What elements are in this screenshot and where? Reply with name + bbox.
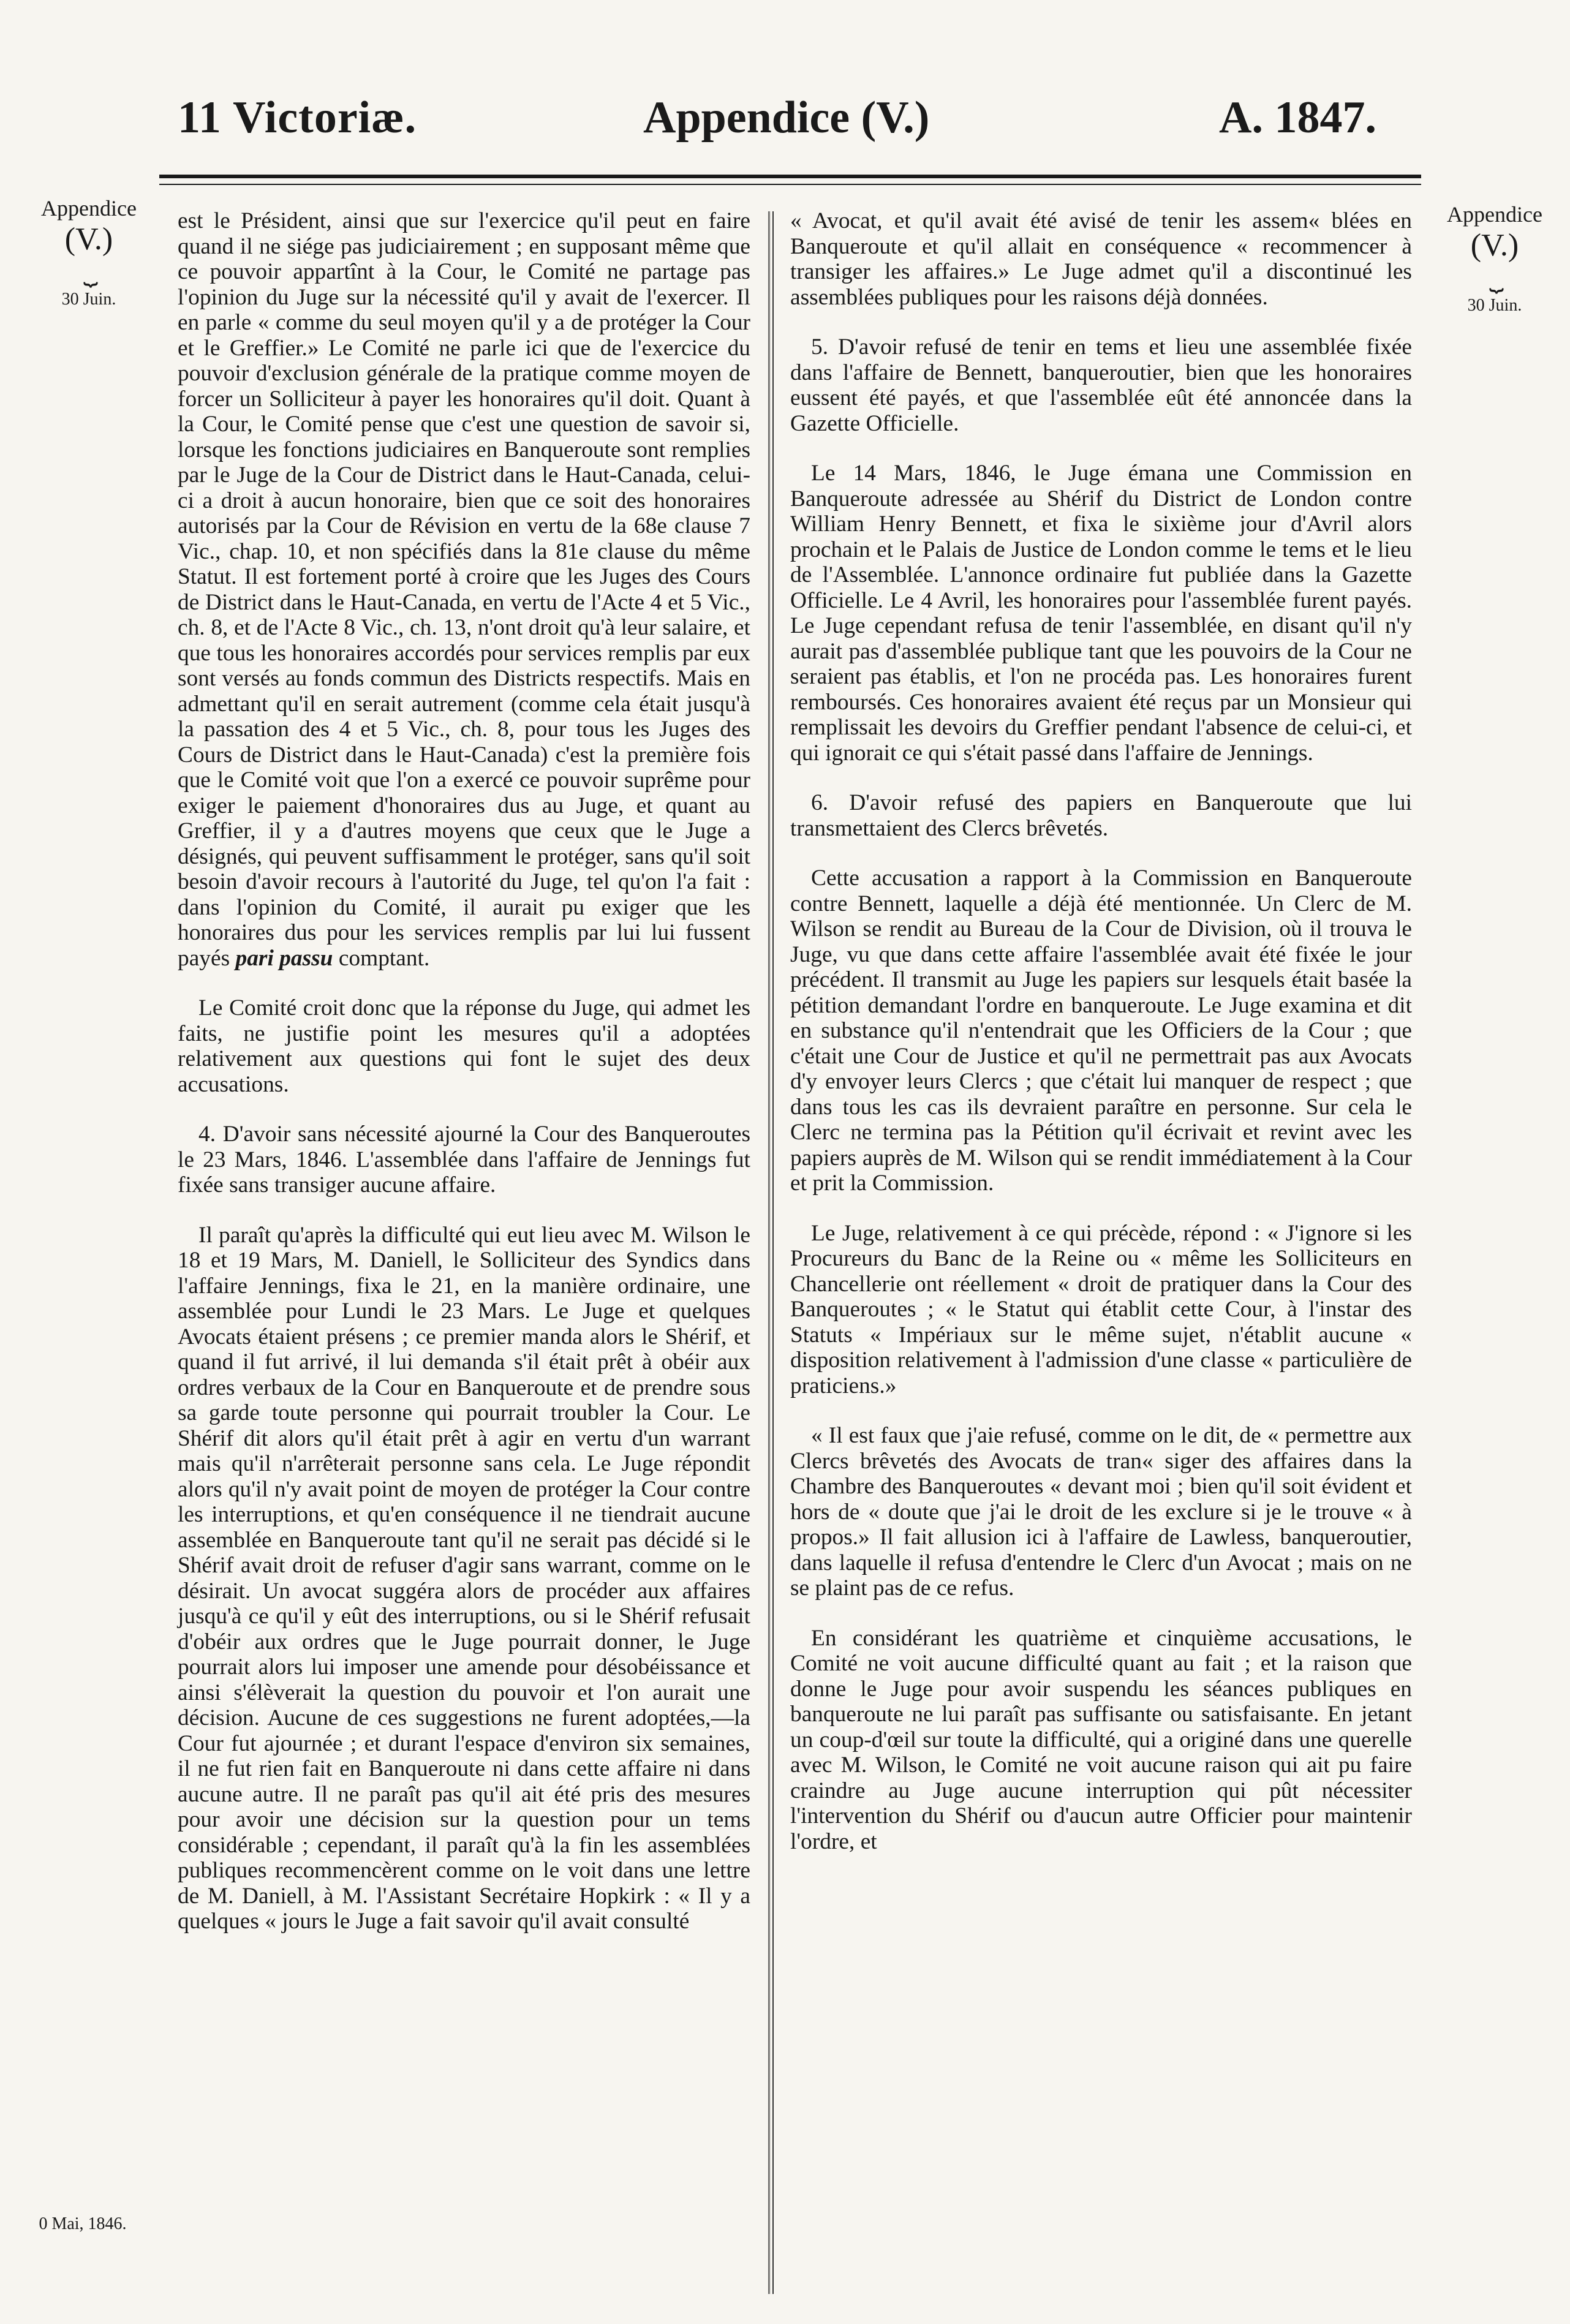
left-paragraph-1-text: est le Président, ainsi que sur l'exercice qu'il peut en faire quand il ne siége pas judiciairement ; en supposant même que ce pouvoir appartînt à la Cour, le Comité ne partage pas l'opinion du Juge sur la nécessité qu'il y avait de l'exercer. Il en parle « comme du seul moyen qu'il y a de protéger la Cour et le Greffier.» Le Comité ne parle ici que de l'exercice du pouvoir d'exclusion générale de la pratique comme moyen de forcer un Solliciteur à payer les honoraires qu'il doit. Quant à la Cour, le Comité pense que c'est une question de savoir si, lorsque les fonctions judiciaires en Banqueroute sont remplies par le Juge de la Cour de District dans le Haut-Canada, celui-ci a droit à aucun honoraire, bien que ce soit des honoraires autorisés par la Cour de Révision en vertu de la 68e clause 7 Vic., chap. 10, et non spécifiés dans la 81e clause du même Statut. Il est fortement porté à croire que les Juges des Cours de District dans le Haut-Canada, en vertu de l'Acte 4 et 5 Vic., ch. 8, et de l'Acte 8 Vic., ch. 13, n'ont droit qu'à leur salaire, et que tous les honoraires accordés pour services remplis par eux sont versés au fonds commun des Districts respectifs. Mais en admettant qu'il en serait autrement (comme cela était jusqu'à la passation des 4 et 5 Vic., ch. 8, pour tous les Juges des Cours de District dans le Haut-Canada) c'est la première fois que le Comité voit que l'on a exercé ce pouvoir suprême pour exiger le paiement d'honoraires dus au Juge, et quant au Greffier, il y a d'autres moyens que ceux que le Juge a désignés, qui peuvent suffisamment le protéger, sans qu'il soit besoin d'avoir recours à l'autorité du Juge, tel qu'on l'a fait : dans l'opinion du Comité, il aurait pu exiger que les honoraires dus pour les services remplis par lui lui fussent payés bbox=[178, 208, 750, 971]
right-margin-title: Appendice bbox=[1447, 202, 1542, 227]
header-rule-thin bbox=[159, 184, 1421, 185]
right-paragraph-8: En considérant les quatrième et cinquième accusations, le Comité ne voit aucune difficulté quant au fait ; et la raison que donne le Juge pour avoir suspendu les séances publiques en banqueroute ne lui paraît pas suffisante ou satisfaisante. En jetant un coup-d'œil sur toute la difficulté, qui a originé dans une querelle avec M. Wilson, le Comité ne voit aucune raison qui ait pu faire craindre au Juge aucune interruption qui pût nécessiter l'intervention du Shérif ou d'aucun autre Officier pour maintenir l'ordre, et bbox=[790, 1625, 1412, 1854]
left-margin-date-2: 0 Mai, 1846. bbox=[39, 2214, 127, 2233]
right-paragraph-7: « Il est faux que j'aie refusé, comme on le dit, de « permettre aux Clercs brêvetés des Avocats de tran« siger des affaires dans la Chambre des Banqueroutes « devant moi ; bien qu'il soit évident et hors de « doute que j'ai le droit de les exclure si je le trouve « à propos.» Il fait allusion ici à l'affaire de Lawless, banqueroutier, dans laquelle il refusa d'entendre le Clerc d'un Avocat ; mais on ne se plaint pas de ce refus. bbox=[790, 1423, 1412, 1601]
column-divider bbox=[768, 211, 774, 2294]
left-margin-date: 30 Juin. bbox=[61, 290, 116, 309]
left-italic-phrase: pari passu bbox=[235, 945, 333, 971]
left-paragraph-1-end: comptant. bbox=[338, 945, 430, 971]
right-margin-note bbox=[1433, 202, 1556, 315]
header-appendix-title: Appendice (V.) bbox=[643, 92, 930, 143]
header-regnal-year: 11 Victoriæ. bbox=[178, 92, 417, 143]
right-paragraph-3: Le 14 Mars, 1846, le Juge émana une Commission en Banqueroute adressée au Shérif du District de London contre William Henry Bennett, et fixa le sixième jour d'Avril alors prochain et le Palais de Justice de London comme le tems et le lieu de l'Assemblée. L'annonce ordinaire fut publiée dans la Gazette Officielle. Le 4 Avril, les honoraires pour l'assemblée furent payés. Le Juge cependant refusa de tenir l'assemblée, en disant qu'il n'y aurait pas d'assemblée publique tant que les pouvoirs de la Cour ne seraient pas établis, et l'on ne procéda pas. Les honoraires furent remboursés. Ces honoraires avaient été reçus par un Monsieur qui remplissait les devoirs du Greffier pendant l'absence de celui-ci, et qui ignorait ce qui s'était passé dans l'affaire de Jennings. bbox=[790, 461, 1412, 766]
left-margin-brace: ⏟ bbox=[83, 258, 94, 286]
right-paragraph-4: 6. D'avoir refusé des papiers en Banqueroute que lui transmettaient des Clercs brêvetés. bbox=[790, 790, 1412, 841]
left-paragraph-3: 4. D'avoir sans nécessité ajourné la Cour des Banqueroutes le 23 Mars, 1846. L'assemblée dans l'affaire de Jennings fut fixée sans transiger aucune affaire. bbox=[178, 1122, 750, 1198]
right-paragraph-6: Le Juge, relativement à ce qui précède, répond : « J'ignore si les Procureurs du Banc de la Reine ou « même les Solliciteurs en Chancellerie ont réellement « droit de pratiquer dans la Cour des Banqueroutes ; « le Statut qui établit cette Cour, à l'instar des Statuts « Impériaux sur le même sujet, n'établit aucune « disposition relativement à l'admission d'une classe « particulière de praticiens.» bbox=[790, 1220, 1412, 1398]
left-margin-title: Appendice bbox=[41, 196, 137, 221]
right-paragraph-1: « Avocat, et qu'il avait été avisé de tenir les assem« blées en Banqueroute et qu'il allait en conséquence « recommencer à transiger les affaires.» Le Juge admet qu'il a discontinué les assemblées publiques pour les raisons déjà données. bbox=[790, 208, 1412, 310]
left-margin-note bbox=[31, 196, 147, 309]
right-margin-brace: ⏟ bbox=[1489, 264, 1500, 292]
left-paragraph-4: Il paraît qu'après la difficulté qui eut lieu avec M. Wilson le 18 et 19 Mars, M. Daniell, le Solliciteur des Syndics dans l'affaire Jennings, fixa le 21, en la manière ordinaire, une assemblée pour Lundi le 23 Mars. Le Juge et quelques Avocats étaient présens ; ce premier manda alors le Shérif, et quand il fut arrivé, il lui demanda s'il était prêt à obéir aux ordres verbaux de la Cour en Banqueroute et de prendre sous sa garde toute personne qui pourrait troubler la Cour. Le Shérif dit alors qu'il était prêt à agir en vertu d'un warrant mais qu'il n'arrêterait personne sans cela. Le Juge répondit alors qu'il n'y avait point de moyen de protéger la Cour contre les interruptions, et qu'en conséquence il ne tiendrait aucune assemblée en Banqueroute tant qu'il ne serait pas décidé si le Shérif avait droit de refuser d'agir sans warrant, comme on le désirait. Un avocat suggéra alors de procéder aux affaires jusqu'à ce qu'il y eût des interruptions, ou si le Shérif refusait d'obéir aux ordres que le Juge pourrait donner, le Juge pourrait alors lui imposer une amende pour désobéissance et ainsi s'élèverait la question du pouvoir et l'on aurait une décision. Aucune de ces suggestions ne furent adoptées,—la Cour fut ajournée ; et durant l'espace d'environ six semaines, il ne fut rien fait en Banqueroute ni dans cette affaire ni dans aucune autre. Il ne paraît pas qu'il ait été pris des mesures pour avoir une décision sur la question pour un tems considérable ; cependant, il paraît qu'à la fin les assemblées publiques recommencèrent comme on le voit dans une lettre de M. Daniell, à M. l'Assistant Secrétaire Hopkirk : « Il y a quelques « jours le Juge a fait savoir qu'il avait consulté bbox=[178, 1222, 750, 1934]
left-column bbox=[178, 208, 750, 1934]
header-year: A. 1847. bbox=[1219, 92, 1376, 143]
left-margin-label: (V.) bbox=[64, 222, 113, 257]
header-rule-thick bbox=[159, 175, 1421, 178]
page-header bbox=[0, 92, 1570, 159]
right-margin-date: 30 Juin. bbox=[1467, 296, 1522, 315]
right-paragraph-5: Cette accusation a rapport à la Commission en Banqueroute contre Bennett, laquelle a déjà été mentionnée. Un Clerc de M. Wilson se rendit au Bureau de la Cour de Division, où il trouva le Juge, vu que dans cette affaire l'assemblée avait été fixée le jour précédent. Il transmit au Juge les papiers sur lesquels était basée la pétition demandant l'ordre en banqueroute. Le Juge examina et dit en substance qu'il n'entendrait que les Officiers de la Cour ; que c'était une Cour de Justice et qu'il ne permettrait pas aux Avocats d'y envoyer leurs Clercs ; que c'était lui manquer de respect ; que dans tous les cas ils devraient paraître en personne. Sur cela le Clerc ne termina pas la Pétition qu'il écrivait et revint avec les papiers auprès de M. Wilson qui se rendit immédiatement à la Cour et prit la Commission. bbox=[790, 866, 1412, 1196]
left-paragraph-1 bbox=[178, 208, 750, 971]
right-column bbox=[790, 208, 1412, 1854]
left-paragraph-2: Le Comité croit donc que la réponse du Juge, qui admet les faits, ne justifie point les mesures qu'il a adoptées relativement aux questions qui font le sujet des deux accusations. bbox=[178, 995, 750, 1097]
right-paragraph-2: 5. D'avoir refusé de tenir en tems et lieu une assemblée fixée dans l'affaire de Bennett, banqueroutier, bien que les honoraires eussent été payés, et que l'assemblée eût été annoncée dans la Gazette Officielle. bbox=[790, 334, 1412, 436]
right-margin-label: (V.) bbox=[1470, 228, 1519, 263]
